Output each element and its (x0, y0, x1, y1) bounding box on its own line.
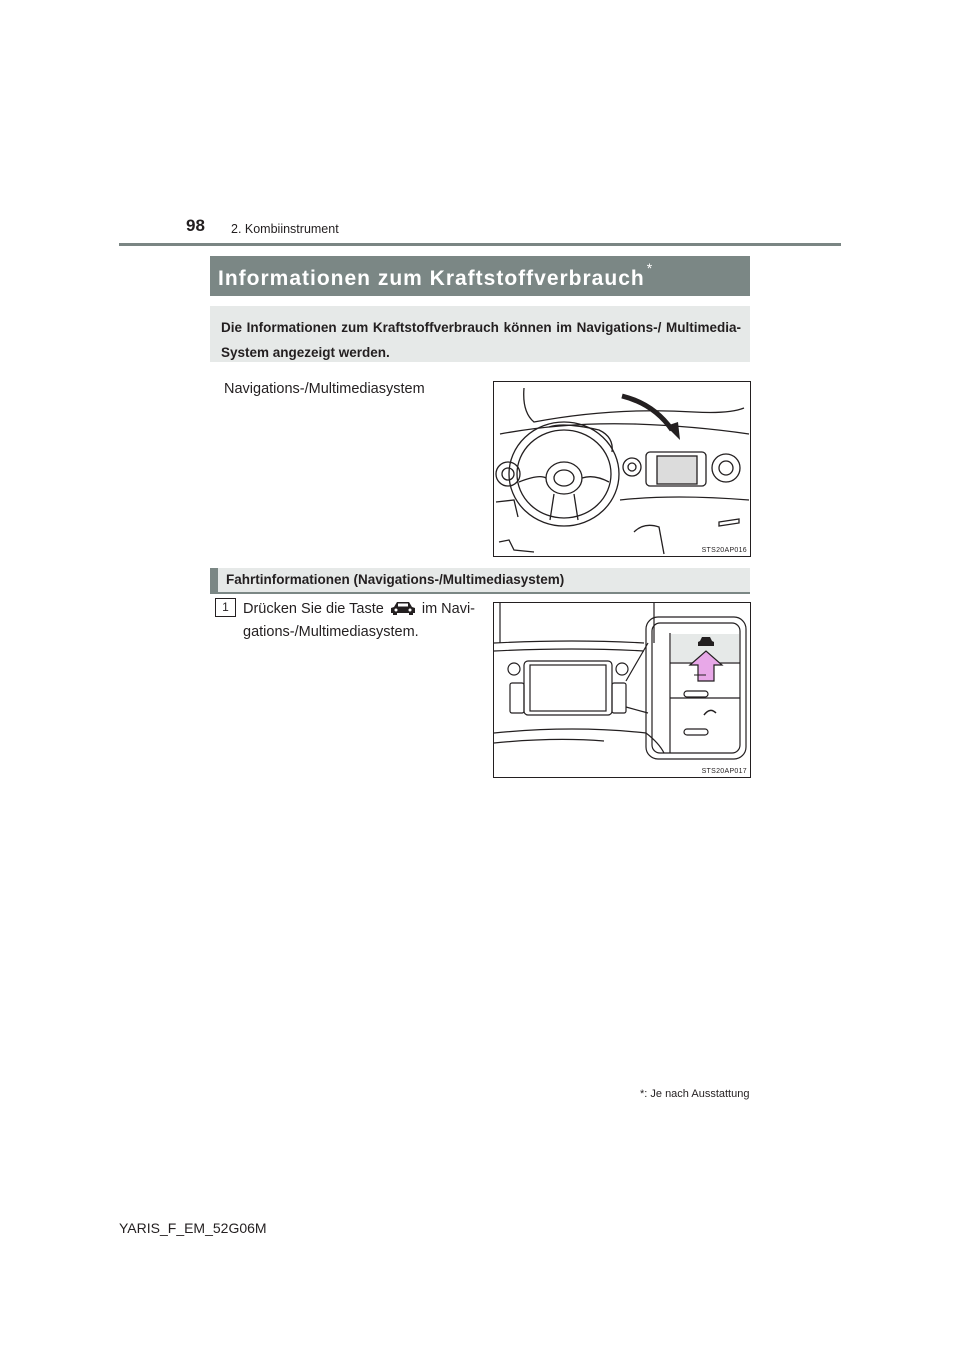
step-instruction (243, 598, 481, 644)
footnote-text: : Je nach Ausstattung (644, 1088, 750, 1100)
footnote-mark: * (640, 1088, 645, 1100)
car-icon (390, 601, 416, 615)
subsection-title: Fahrtinformationen (Navigations-/Multimediasystem) (226, 572, 565, 587)
page-number: 98 (186, 216, 205, 235)
multimedia-drawing (494, 603, 750, 777)
section-title (218, 260, 654, 291)
multimedia-illustration (493, 602, 751, 778)
dashboard-illustration (493, 381, 751, 557)
subsection-accent (210, 568, 218, 594)
step-text-after: im Navi-gations-/Multimediasystem. (243, 601, 476, 640)
dashboard-drawing (494, 382, 750, 556)
figure-code: STS20AP016 (701, 547, 747, 554)
figure-caption-nav-system: Navigations-/Multimediasystem (224, 381, 425, 397)
intro-text: Die Informationen zum Kraftstoffverbrauch können im Navigations-/ Multimedia-System angezeigt werden. (221, 320, 741, 360)
step-number: 1 (215, 598, 236, 617)
document-code: YARIS_F_EM_52G06M (119, 1220, 267, 1236)
section-title-footnote-mark: * (646, 260, 654, 276)
step-text-before: Drücken Sie die Taste (243, 601, 384, 617)
header-divider (119, 243, 841, 246)
section-title-text: Informationen zum Kraftstoffverbrauch (218, 267, 645, 290)
figure-code: STS20AP017 (701, 768, 747, 775)
footnote (640, 1088, 749, 1100)
chapter-title: 2. Kombiinstrument (231, 222, 339, 236)
